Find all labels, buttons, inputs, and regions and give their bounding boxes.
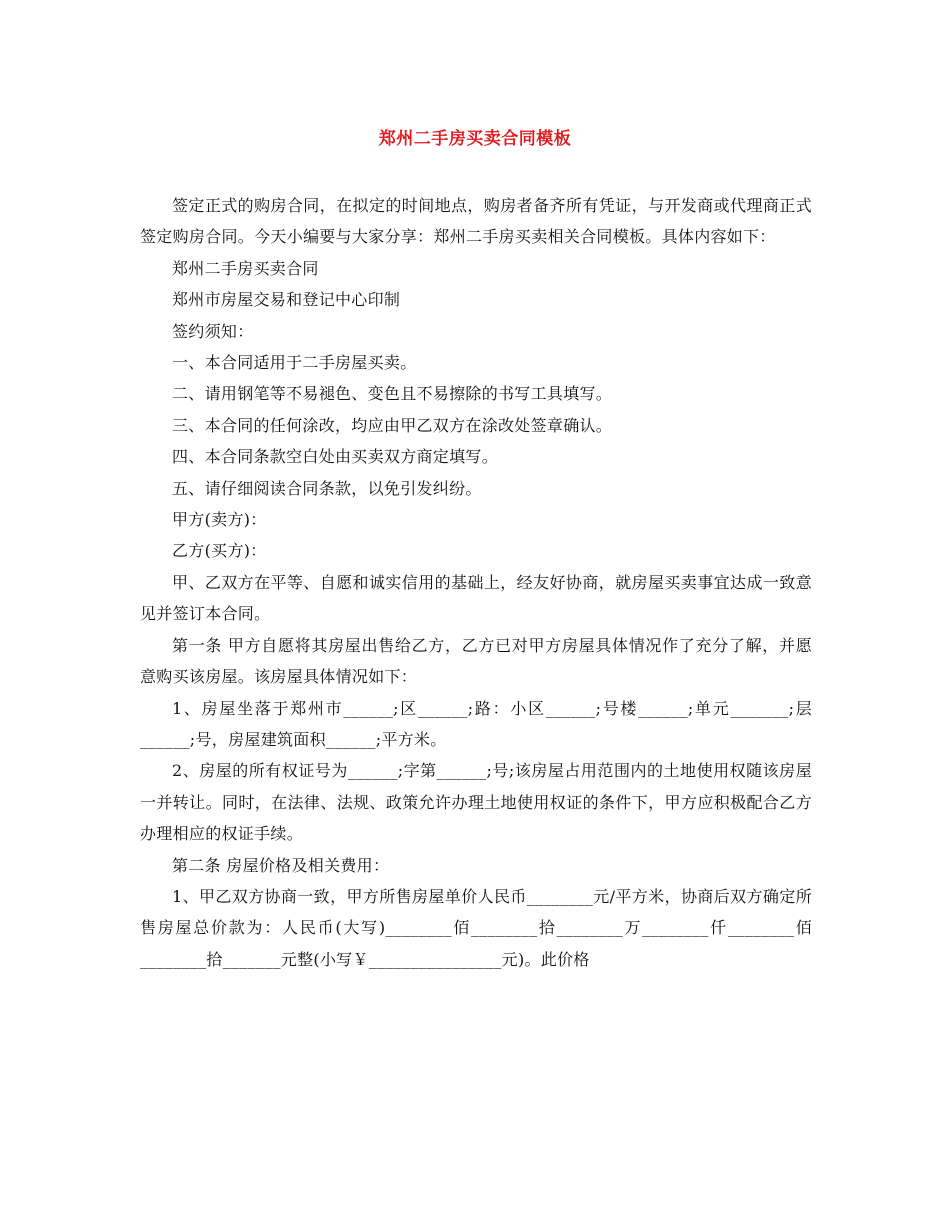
paragraph-notice-4: 四、本合同条款空白处由买卖双方商定填写。 (172, 447, 499, 467)
paragraph-article-2-item-1: 1、甲乙双方协商一致，甲方所售房屋单价人民币________元/平方米，协商后双方确定所售房屋总价款为：人民币(大写)________佰________拾________万________仟________佰________拾_______元整(小写￥________________元)。此价格 (140, 886, 812, 969)
paragraph-notice-1: 一、本合同适用于二手房屋买卖。 (172, 353, 417, 373)
paragraph-intro: 签定正式的购房合同，在拟定的时间地点，购房者备齐所有凭证，与开发商或代理商正式签定购房合同。今天小编要与大家分享：郑州二手房买卖相关合同模板。具体内容如下： (140, 196, 812, 247)
document-title: 郑州二手房买卖合同模板 (378, 129, 572, 149)
paragraph-notice-3: 三、本合同的任何涂改，均应由甲乙双方在涂改处签章确认。 (172, 415, 613, 435)
paragraph-notice-heading: 签约须知： (172, 321, 254, 341)
paragraph-article-1: 第一条 甲方自愿将其房屋出售给乙方，乙方已对甲方房屋具体情况作了充分了解，并愿意购买该房屋。该房屋具体情况如下： (140, 635, 812, 687)
paragraph-article-1-item-2: 2、房屋的所有权证号为______;字第______;号;该房屋占用范围内的土地使用权随该房屋一并转让。同时，在法律、法规、政策允许办理土地使用权证的条件下，甲方应积极配合乙方办理相应的权证手续。 (140, 761, 812, 844)
paragraph-preamble: 甲、乙双方在平等、自愿和诚实信用的基础上，经友好协商，就房屋买卖事宜达成一致意见并签订本合同。 (140, 572, 812, 624)
paragraph-printer: 郑州市房屋交易和登记中心印制 (172, 290, 401, 310)
paragraph-contract-name: 郑州二手房买卖合同 (172, 258, 319, 278)
document-body (140, 190, 812, 975)
paragraph-party-a: 甲方(卖方)： (172, 510, 267, 530)
paragraph-article-1-item-1: 1、房屋坐落于郑州市______;区______;路：小区______;号楼______;单元_______;层______;号，房屋建筑面积______;平方米。 (140, 698, 812, 749)
paragraph-notice-5: 五、请仔细阅读合同条款，以免引发纠纷。 (172, 478, 482, 498)
paragraph-article-2: 第二条 房屋价格及相关费用： (172, 855, 390, 875)
paragraph-party-b: 乙方(买方)： (172, 541, 267, 561)
paragraph-notice-2: 二、请用钢笔等不易褪色、变色且不易擦除的书写工具填写。 (172, 384, 613, 404)
